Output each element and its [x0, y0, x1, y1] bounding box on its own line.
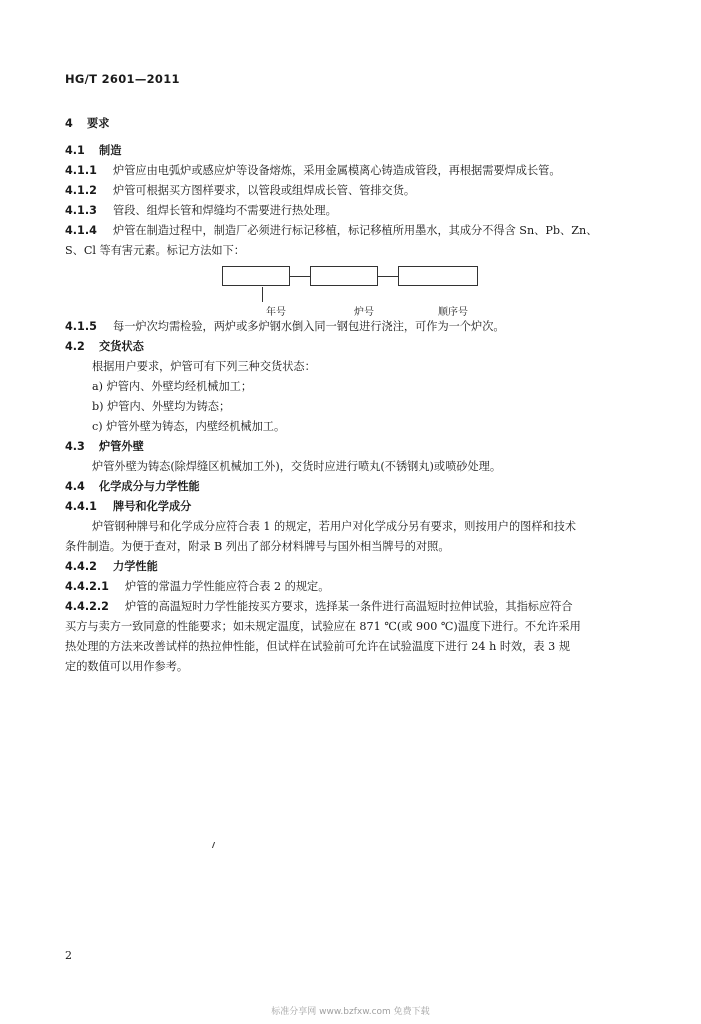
clause-4-4-1-text: 炉管钢种牌号和化学成分应符合表 1 的规定，若用户对化学成分另有要求，则按用户的图样和技术	[92, 520, 577, 533]
section-4-1-heading: 4.1 制造	[65, 144, 122, 157]
clause-4-1-3: 4.1.3 管段、组焊长管和焊缝均不需要进行热处理。	[65, 204, 337, 217]
page-number: 2	[65, 949, 72, 962]
marking-diagram	[222, 266, 492, 316]
label-sequence: 顺序号	[438, 307, 468, 318]
heat-number-box	[310, 266, 378, 286]
stray-mark	[212, 842, 218, 848]
sequence-box	[398, 266, 478, 286]
clause-4-4-1-text-cont: 条件制造。为便于查对，附录 B 列出了部分材料牌号与国外相当牌号的对照。	[65, 540, 450, 553]
section-4-4-1-heading: 4.4.1 牌号和化学成分	[65, 500, 192, 513]
standard-code-header: HG/T 2601—2011	[65, 72, 180, 86]
delivery-item-c: c) 炉管外壁为铸态，内壁经机械加工。	[92, 420, 286, 433]
section-4-3-heading: 4.3 炉管外壁	[65, 440, 144, 453]
clause-4-4-2-2-cont-3: 定的数值可以用作参考。	[65, 660, 189, 673]
label-heat-number: 炉号	[354, 307, 374, 318]
delivery-item-b: b) 炉管内、外壁均为铸态；	[92, 400, 231, 413]
section-4-4-heading: 4.4 化学成分与力学性能	[65, 480, 200, 493]
label-year: 年号	[266, 307, 286, 318]
delivery-item-a: a) 炉管内、外壁均经机械加工；	[92, 380, 253, 393]
clause-4-1-4-cont: S、Cl 等有害元素。标记方法如下：	[65, 244, 245, 257]
clause-4-4-2-2-cont-2: 热处理的方法来改善试样的热拉伸性能，但试样在试验前可允许在试验温度下进行 24 h 时效，表 3 规	[65, 640, 571, 653]
delivery-intro: 根据用户要求，炉管可有下列三种交货状态：	[92, 360, 316, 373]
connector-line	[290, 276, 310, 277]
clause-4-1-4: 4.1.4 炉管在制造过程中，制造厂必须进行标记移植，标记移植所用墨水，其成分不得含 Sn、Pb、Zn、	[65, 224, 598, 237]
clause-4-4-2-1: 4.4.2.1 炉管的常温力学性能应符合表 2 的规定。	[65, 580, 330, 593]
clause-4-4-2-2-cont-1: 买方与卖方一致同意的性能要求；如未规定温度，试验应在 871 ℃(或 900 ℃)温度下进行。不允许采用	[65, 620, 581, 633]
section-4-heading: 4 要求	[65, 117, 110, 130]
leader-line	[262, 287, 263, 302]
connector-line	[378, 276, 398, 277]
section-4-4-2-heading: 4.4.2 力学性能	[65, 560, 158, 573]
footer-watermark: 标准分享网 www.bzfxw.com 免费下载	[271, 1007, 430, 1017]
clause-4-1-1: 4.1.1 炉管应由电弧炉或感应炉等设备熔炼，采用金属模离心铸造成管段，再根据需要焊成长管。	[65, 164, 561, 177]
year-box	[222, 266, 290, 286]
section-4-2-heading: 4.2 交货状态	[65, 340, 144, 353]
clause-4-1-5: 4.1.5 每一炉次均需检验，两炉或多炉钢水倒入同一钢包进行浇注，可作为一个炉次。	[65, 320, 505, 333]
clause-4-3-text: 炉管外壁为铸态(除焊缝区机械加工外)，交货时应进行喷丸(不锈钢丸)或喷砂处理。	[92, 460, 502, 473]
clause-4-1-2: 4.1.2 炉管可根据买方图样要求，以管段或组焊成长管、管排交货。	[65, 184, 416, 197]
clause-4-4-2-2: 4.4.2.2 炉管的高温短时力学性能按买方要求，选择某一条件进行高温短时拉伸试验，其指标应符合	[65, 600, 573, 613]
